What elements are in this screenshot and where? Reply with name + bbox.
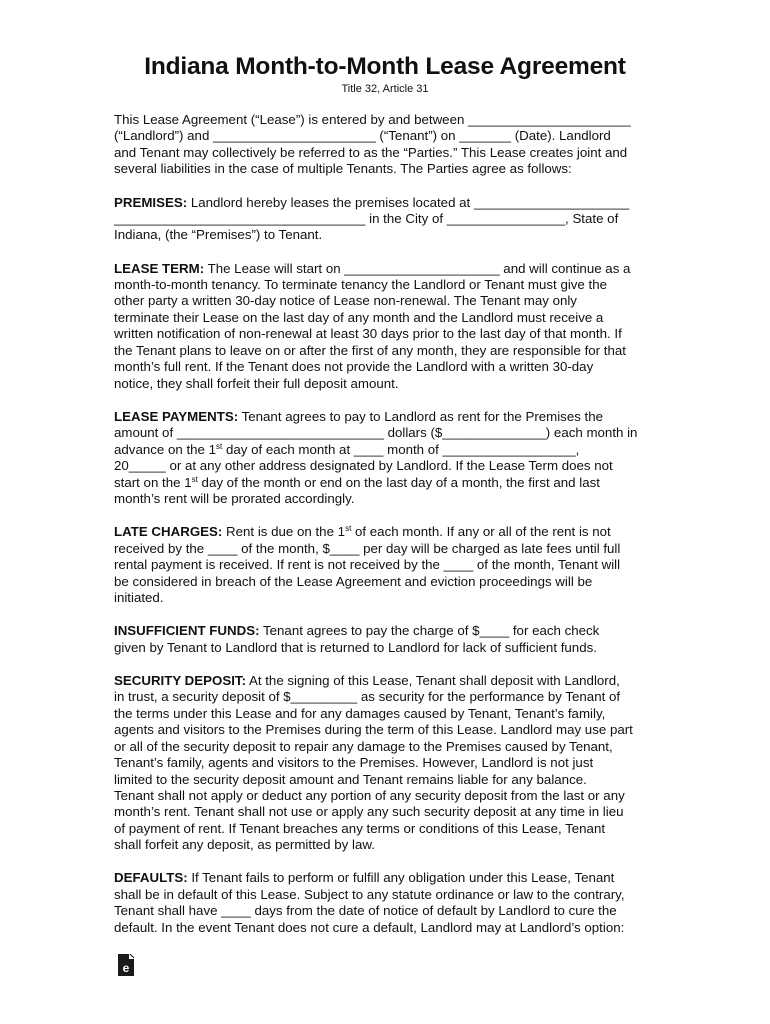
lease-payments-line: start on the 1 bbox=[114, 474, 192, 490]
security-deposit-section bbox=[114, 673, 659, 854]
security-deposit-line: Tenant’s family, agents and visitors to the Premises. However, Landlord is not just bbox=[114, 755, 594, 771]
lease-term-line: terminate their Lease on the last day of any month and the Landlord must receive a bbox=[114, 309, 604, 325]
late-charges-line: of each month. If any or all of the rent is not bbox=[351, 524, 611, 540]
defaults-section bbox=[114, 870, 659, 936]
security-deposit-line: or all of the security deposit to repair any damage to the Premises caused by Tenant, bbox=[114, 738, 613, 754]
security-deposit-line: At the signing of this Lease, Tenant shall deposit with Landlord, bbox=[246, 672, 620, 688]
late-charges-line: rental payment is received. If rent is not received by the ____ of the month, Tenant will bbox=[114, 557, 621, 573]
lease-term-line: the Tenant plans to leave on or after the first of any month, they are responsible for that bbox=[114, 342, 626, 358]
security-deposit-line: the terms under this Lease and for any damages caused by Tenant, Tenant’s family, bbox=[114, 705, 606, 721]
lease-term-line: written notification of non-renewal at least 30 days prior to the last day of that month. If bbox=[114, 326, 622, 342]
late-charges-line: be considered in breach of the Lease Agreement and eviction proceedings will be bbox=[114, 573, 593, 589]
insufficient-funds-section bbox=[114, 623, 659, 656]
ordinal-suffix: st bbox=[216, 441, 223, 451]
ordinal-suffix: st bbox=[345, 524, 352, 534]
security-deposit-line: of payment of rent. If Tenant breaches any terms or conditions of this Lease, Tenant bbox=[114, 820, 606, 836]
late-charges-heading: LATE CHARGES: bbox=[114, 524, 223, 540]
intro-line: several liabilities in the case of multiple Tenants. The Parties agree as follows: bbox=[114, 161, 572, 177]
lease-term-line: The Lease will start on _____________________ and will continue as a bbox=[204, 260, 631, 276]
eforms-logo-icon bbox=[116, 954, 136, 976]
lease-term-line: month-to-month tenancy. To terminate tenancy the Landlord or Tenant must give the bbox=[114, 277, 608, 292]
security-deposit-line: in trust, a security deposit of $_________ as security for the performance by Tenant of bbox=[114, 689, 621, 705]
intro-paragraph bbox=[114, 112, 659, 178]
document-body bbox=[114, 112, 659, 953]
late-charges-line: initiated. bbox=[114, 590, 164, 606]
premises-line: Indiana, (the “Premises”) to Tenant. bbox=[114, 227, 323, 243]
svg-text:e: e bbox=[122, 961, 130, 975]
premises-line: Landlord hereby leases the premises located at _____________________ bbox=[187, 194, 630, 210]
lease-term-heading: LEASE TERM: bbox=[114, 260, 205, 276]
lease-payments-line: amount of ____________________________ dollars ($______________) each month in bbox=[114, 425, 638, 441]
lease-term-section bbox=[114, 261, 659, 393]
lease-payments-line: month’s rent will be prorated accordingly. bbox=[114, 491, 355, 507]
lease-payments-line: day of the month or end on the last day of a month, the first and last bbox=[197, 474, 600, 490]
defaults-line: If Tenant fails to perform or fulfill any obligation under this Lease, Tenant bbox=[187, 870, 615, 886]
security-deposit-line: limited to the security deposit amount and Tenant remains liable for any balance. bbox=[114, 771, 587, 787]
security-deposit-line: Tenant shall not apply or deduct any portion of any security deposit from the last or any bbox=[114, 787, 625, 803]
premises-heading: PREMISES: bbox=[114, 194, 188, 210]
insufficient-funds-heading: INSUFFICIENT FUNDS: bbox=[114, 623, 260, 639]
security-deposit-line: shall forfeit any deposit, as permitted by law. bbox=[114, 837, 375, 853]
lease-payments-section bbox=[114, 409, 659, 508]
ordinal-suffix: st bbox=[191, 474, 198, 484]
document-title: Indiana Month-to-Month Lease Agreement bbox=[144, 53, 626, 80]
late-charges-section bbox=[114, 524, 659, 606]
document-subtitle: Title 32, Article 31 bbox=[341, 83, 429, 95]
lease-payments-line: day of each month at ____ month of __________________, bbox=[222, 441, 580, 457]
security-deposit-line: month’s rent. Tenant shall not use or apply any such security deposit at any time in lieu bbox=[114, 804, 624, 820]
late-charges-line: received by the ____ of the month, $____ per day will be charged as late fees until full bbox=[114, 540, 621, 556]
defaults-line: Tenant shall have ____ days from the date of notice of default by Landlord to cure the bbox=[114, 903, 617, 919]
late-charges-line: Rent is due on the 1 bbox=[222, 524, 346, 540]
lease-payments-line: 20_____ or at any other address designated by Landlord. If the Lease Term does not bbox=[114, 458, 613, 474]
insufficient-funds-line: Tenant agrees to pay the charge of $____ for each check bbox=[259, 623, 600, 639]
premises-section bbox=[114, 195, 659, 244]
security-deposit-line: agents and visitors to the Premises during the term of this Lease. Landlord may use part bbox=[114, 722, 633, 738]
security-deposit-heading: SECURITY DEPOSIT: bbox=[114, 672, 247, 688]
lease-payments-line: advance on the 1 bbox=[114, 441, 217, 457]
lease-payments-line: Tenant agrees to pay to Landlord as rent for the Premises the bbox=[238, 408, 604, 424]
lease-term-line: month’s full rent. If the Tenant does not provide the Landlord with a written 30-day bbox=[114, 359, 594, 375]
defaults-heading: DEFAULTS: bbox=[114, 870, 188, 886]
lease-payments-heading: LEASE PAYMENTS: bbox=[114, 408, 239, 424]
lease-term-line: other party a written 30-day notice of Lease non-renewal. The Tenant may only bbox=[114, 293, 577, 309]
intro-line: This Lease Agreement (“Lease”) is entered by and between ______________________ bbox=[114, 112, 631, 127]
insufficient-funds-line: given by Tenant to Landlord that is returned to Landlord for lack of sufficient funds. bbox=[114, 639, 597, 655]
defaults-line: shall be in default of this Lease. Subject to any statute ordinance or law to the contrary, bbox=[114, 886, 625, 902]
defaults-line: default. In the event Tenant does not cure a default, Landlord may at Landlord’s option: bbox=[114, 919, 625, 935]
intro-line: (“Landlord”) and ______________________ (“Tenant”) on _______ (Date). Landlord bbox=[114, 128, 611, 144]
intro-line: and Tenant may collectively be referred to as the “Parties.” This Lease creates joint and bbox=[114, 144, 628, 160]
premises-line: __________________________________ in the City of ________________, State of bbox=[114, 210, 619, 226]
lease-term-line: notice, they shall forfeit their full deposit amount. bbox=[114, 375, 399, 391]
